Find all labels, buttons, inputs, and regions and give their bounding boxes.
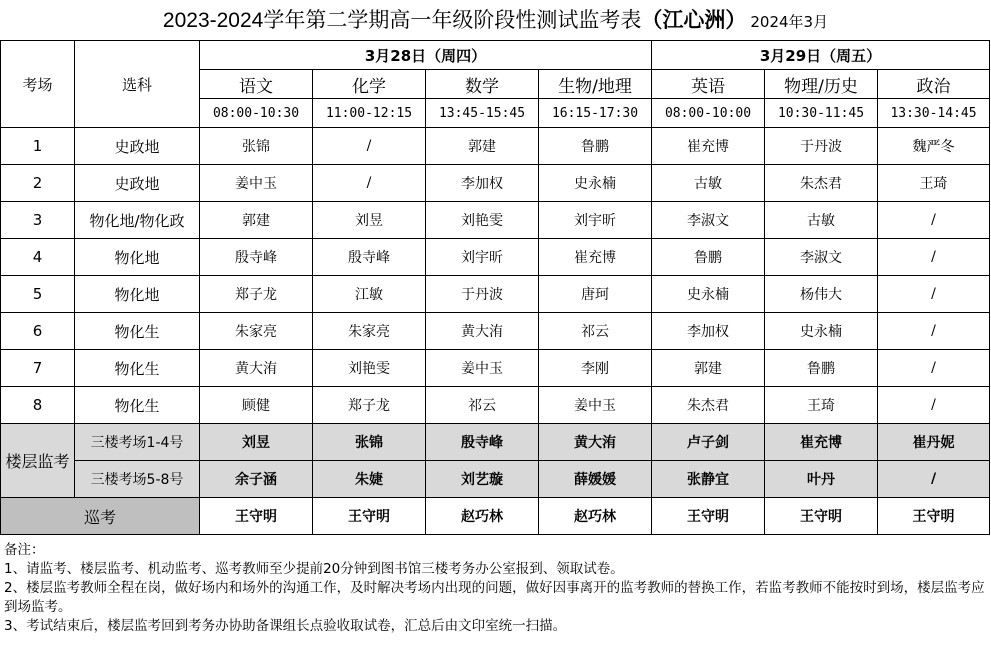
note-item: 1、请监考、楼层监考、机动监考、巡考教师至少提前20分钟到图书馆三楼考务办公室报到、领取试卷。 [4,561,624,577]
invigilator-cell: 刘宇昕 [426,239,539,276]
floor-invigilator-cell: 崔丹妮 [878,424,990,461]
room-number: 1 [1,128,75,165]
table-row [1,350,990,387]
floor-invigilator-cell: 薛媛媛 [539,461,652,498]
invigilator-cell: / [878,313,990,350]
floor-zone-name: 三楼考场1-4号 [75,424,200,461]
subject-header: 英语 [652,70,765,99]
floor-invigilator-cell: 刘昱 [200,424,313,461]
invigilator-cell: 古敏 [652,165,765,202]
invigilator-cell: 李加权 [426,165,539,202]
invigilator-cell: 于丹波 [765,128,878,165]
floor-invigilator-cell: 张静宜 [652,461,765,498]
track-name: 物化生 [75,313,200,350]
invigilator-cell: / [313,128,426,165]
header-day1: 3月28日（周四） [200,41,652,70]
floor-invigilator-cell: 余子涵 [200,461,313,498]
patrol-cell: 王守明 [652,498,765,535]
room-number: 8 [1,387,75,424]
invigilator-cell: 史永楠 [539,165,652,202]
invigilator-cell: 祁云 [426,387,539,424]
floor-label: 楼层监考 [1,424,75,498]
invigilator-cell: 王琦 [765,387,878,424]
patrol-row [1,498,990,535]
subject-header: 政治 [878,70,990,99]
invigilator-cell: 祁云 [539,313,652,350]
floor-invigilator-cell: / [878,461,990,498]
invigilator-cell: 黄大洧 [426,313,539,350]
track-name: 史政地 [75,165,200,202]
floor-invigilator-cell: 卢子剑 [652,424,765,461]
invigilator-cell: 郑子龙 [200,276,313,313]
invigilator-cell: 鲁鹏 [652,239,765,276]
title-main: 2023-2024学年第二学期高一年级阶段性测试监考表 [162,9,642,32]
time-header: 08:00-10:30 [200,99,313,128]
invigilator-cell: 朱家亮 [200,313,313,350]
time-header: 13:30-14:45 [878,99,990,128]
track-name: 物化生 [75,387,200,424]
invigilator-cell: 刘宇昕 [539,202,652,239]
invigilator-cell: 郭建 [426,128,539,165]
track-name: 物化地/物化政 [75,202,200,239]
subject-header: 语文 [200,70,313,99]
patrol-cell: 赵巧林 [539,498,652,535]
title-campus: （江心洲） [641,8,747,32]
patrol-cell: 王守明 [200,498,313,535]
invigilator-cell: 史永楠 [765,313,878,350]
room-number: 7 [1,350,75,387]
time-header: 16:15-17:30 [539,99,652,128]
room-number: 2 [1,165,75,202]
track-name: 物化地 [75,276,200,313]
table-row [1,276,990,313]
notes-section [4,541,989,636]
invigilator-cell: 刘艳雯 [313,350,426,387]
invigilator-cell: / [313,165,426,202]
note-item: 3、考试结束后，楼层监考回到考务办协助备课组长点验收取试卷，汇总后由文印室统一扫描。 [4,618,567,634]
title-date: 2024年3月 [750,13,829,31]
floor-invigilator-cell: 叶丹 [765,461,878,498]
invigilator-cell: 顾健 [200,387,313,424]
track-name: 史政地 [75,128,200,165]
track-name: 物化地 [75,239,200,276]
invigilator-cell: 鲁鹏 [539,128,652,165]
invigilator-cell: 郭建 [200,202,313,239]
invigilator-cell: 李加权 [652,313,765,350]
invigilator-cell: 郭建 [652,350,765,387]
table-row [1,202,990,239]
room-number: 5 [1,276,75,313]
invigilator-cell: 唐珂 [539,276,652,313]
notes-heading: 备注： [4,542,45,558]
invigilator-cell: 崔充博 [652,128,765,165]
floor-row [1,461,990,498]
time-header: 10:30-11:45 [765,99,878,128]
patrol-cell: 王守明 [765,498,878,535]
invigilator-cell: 朱杰君 [765,165,878,202]
invigilator-cell: 刘昱 [313,202,426,239]
invigilator-cell: 史永楠 [652,276,765,313]
table-row [1,165,990,202]
table-row [1,128,990,165]
patrol-cell: 王守明 [878,498,990,535]
invigilator-cell: 李淑文 [652,202,765,239]
floor-zone-name: 三楼考场5-8号 [75,461,200,498]
invigilator-cell: 魏严冬 [878,128,990,165]
table-row [1,387,990,424]
floor-invigilator-cell: 张锦 [313,424,426,461]
track-name: 物化生 [75,350,200,387]
table-row [1,239,990,276]
floor-invigilator-cell: 刘艺璇 [426,461,539,498]
invigilator-cell: / [878,387,990,424]
invigilator-cell: 姜中玉 [539,387,652,424]
invigilator-cell: 殷寺峰 [313,239,426,276]
invigilator-cell: 王琦 [878,165,990,202]
patrol-cell: 赵巧林 [426,498,539,535]
invigilator-cell: 殷寺峰 [200,239,313,276]
invigilator-cell: 张锦 [200,128,313,165]
header-room: 考场 [1,41,75,128]
invigilator-cell: 姜中玉 [426,350,539,387]
invigilator-cell: 李淑文 [765,239,878,276]
floor-row [1,424,990,461]
patrol-cell: 王守明 [313,498,426,535]
invigilator-cell: / [878,202,990,239]
invigilation-table [0,40,990,535]
invigilator-cell: 江敏 [313,276,426,313]
subject-header: 化学 [313,70,426,99]
room-number: 3 [1,202,75,239]
note-item: 2、楼层监考教师全程在岗，做好场内和场外的沟通工作，及时解决考场内出现的问题，做好因事离开的监考教师的替换工作，若监考教师不能按时到场，楼层监考应到场监考。 [4,580,985,615]
subject-header: 生物/地理 [539,70,652,99]
time-header: 11:00-12:15 [313,99,426,128]
invigilator-cell: 刘艳雯 [426,202,539,239]
invigilator-cell: / [878,239,990,276]
invigilator-cell: 古敏 [765,202,878,239]
invigilator-cell: 崔充博 [539,239,652,276]
header-track: 选科 [75,41,200,128]
floor-invigilator-cell: 黄大洧 [539,424,652,461]
subject-header: 物理/历史 [765,70,878,99]
invigilator-cell: 郑子龙 [313,387,426,424]
invigilator-cell: 姜中玉 [200,165,313,202]
room-number: 6 [1,313,75,350]
header-day2: 3月29日（周五） [652,41,990,70]
invigilator-cell: 黄大洧 [200,350,313,387]
invigilator-cell: 鲁鹏 [765,350,878,387]
invigilator-cell: 杨伟大 [765,276,878,313]
time-header: 13:45-15:45 [426,99,539,128]
time-header: 08:00-10:00 [652,99,765,128]
invigilator-cell: 朱杰君 [652,387,765,424]
invigilator-cell: 于丹波 [426,276,539,313]
table-row [1,313,990,350]
document-title [0,0,991,40]
invigilator-cell: / [878,276,990,313]
invigilator-cell: / [878,350,990,387]
floor-invigilator-cell: 朱婕 [313,461,426,498]
room-number: 4 [1,239,75,276]
patrol-label: 巡考 [1,498,200,535]
subject-header: 数学 [426,70,539,99]
floor-invigilator-cell: 崔充博 [765,424,878,461]
invigilator-cell: 李刚 [539,350,652,387]
invigilator-cell: 朱家亮 [313,313,426,350]
floor-invigilator-cell: 殷寺峰 [426,424,539,461]
